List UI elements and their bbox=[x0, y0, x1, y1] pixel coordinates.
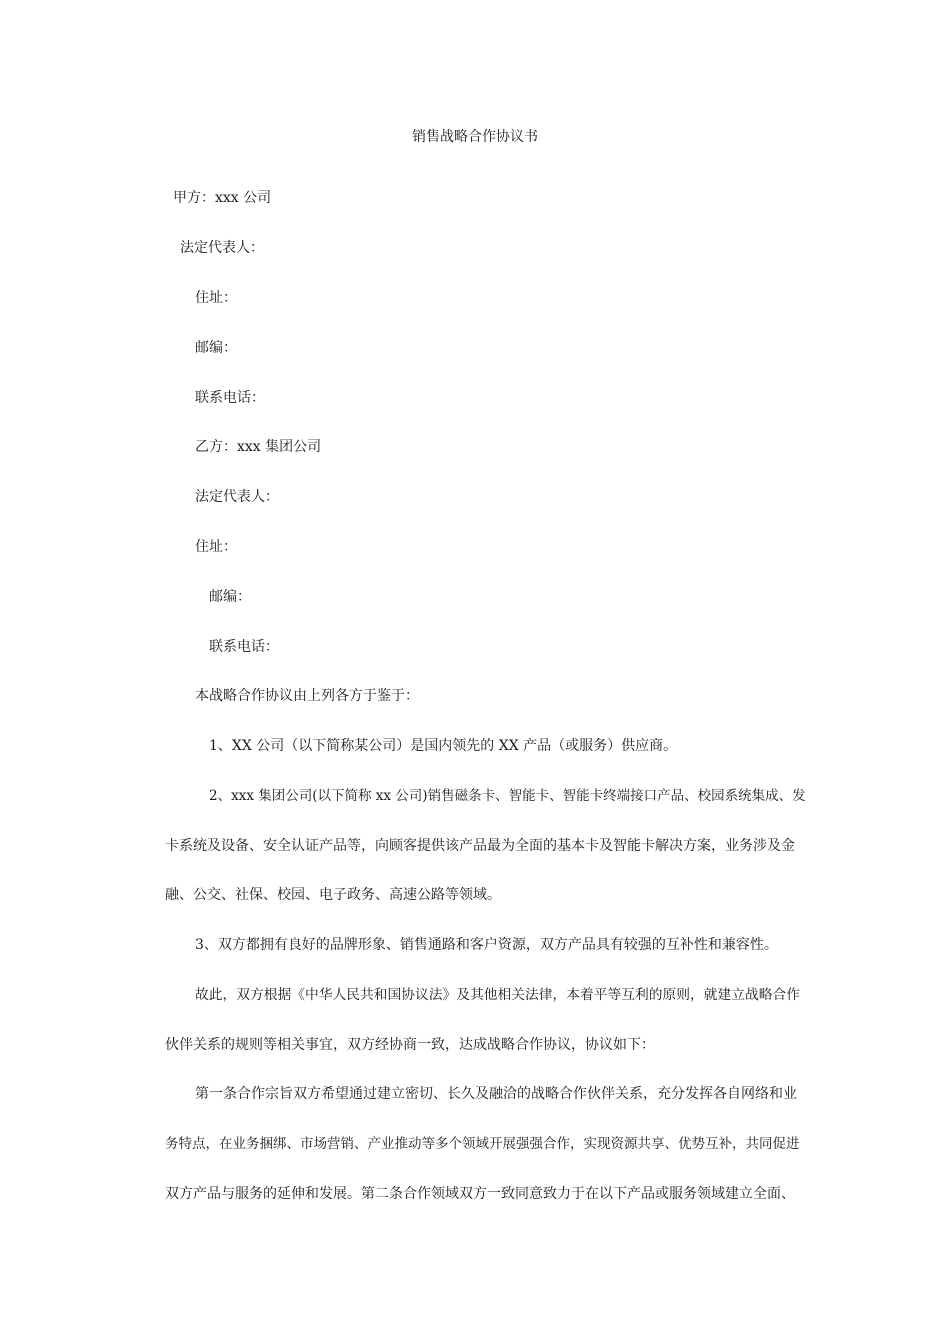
party-b-postcode: 邮编： bbox=[209, 589, 251, 605]
clause-2-line-2: 卡系统及设备、安全认证产品等，向顾客提供该产品最为全面的基本卡及智能卡解决方案，业务涉及金 bbox=[165, 838, 795, 854]
party-a-postcode: 邮编： bbox=[195, 340, 237, 356]
clause-2-line-3: 融、公交、社保、校园、电子政务、高速公路等领域。 bbox=[165, 887, 501, 903]
clause-2-line-1: 2、xxx 集团公司(以下简称 xx 公司)销售磁条卡、智能卡、智能卡终端接口产品、校园系统集成、发 bbox=[209, 788, 806, 804]
party-a-label: 甲方：xxx 公司 bbox=[173, 190, 272, 206]
document-title: 销售战略合作协议书 bbox=[412, 129, 538, 145]
party-a-phone: 联系电话： bbox=[195, 390, 265, 406]
therefore-line-1: 故此，双方根据《中华人民共和国协议法》及其他相关法律，本着平等互利的原则，就建立战略合作 bbox=[195, 987, 801, 1003]
article-line-1: 第一条合作宗旨双方希望通过建立密切、长久及融洽的战略合作伙伴关系，充分发挥各自网络和业 bbox=[195, 1086, 797, 1102]
therefore-line-2: 伙伴关系的规则等相关事宜，双方经协商一致，达成战略合作协议，协议如下： bbox=[165, 1037, 655, 1053]
party-b-label: 乙方：xxx 集团公司 bbox=[195, 439, 322, 455]
party-a-representative: 法定代表人： bbox=[180, 240, 264, 256]
clause-3: 3、双方都拥有良好的品牌形象、销售通路和客户资源，双方产品具有较强的互补性和兼容性。 bbox=[195, 937, 778, 953]
clause-1: 1、XX 公司（以下简称某公司）是国内领先的 XX 产品（或服务）供应商。 bbox=[209, 738, 678, 754]
party-a-address: 住址： bbox=[195, 290, 237, 306]
intro-text: 本战略合作协议由上列各方于鉴于： bbox=[195, 688, 419, 704]
article-line-3: 双方产品与服务的延伸和发展。第二条合作领域双方一致同意致力于在以下产品或服务领域建立全面、 bbox=[165, 1186, 795, 1202]
party-b-representative: 法定代表人： bbox=[195, 489, 279, 505]
party-b-phone: 联系电话： bbox=[209, 639, 279, 655]
article-line-2: 务特点，在业务捆绑、市场营销、产业推动等多个领域开展强强合作，实现资源共享、优势互补，共同促进 bbox=[165, 1136, 800, 1152]
party-b-address: 住址： bbox=[195, 539, 237, 555]
